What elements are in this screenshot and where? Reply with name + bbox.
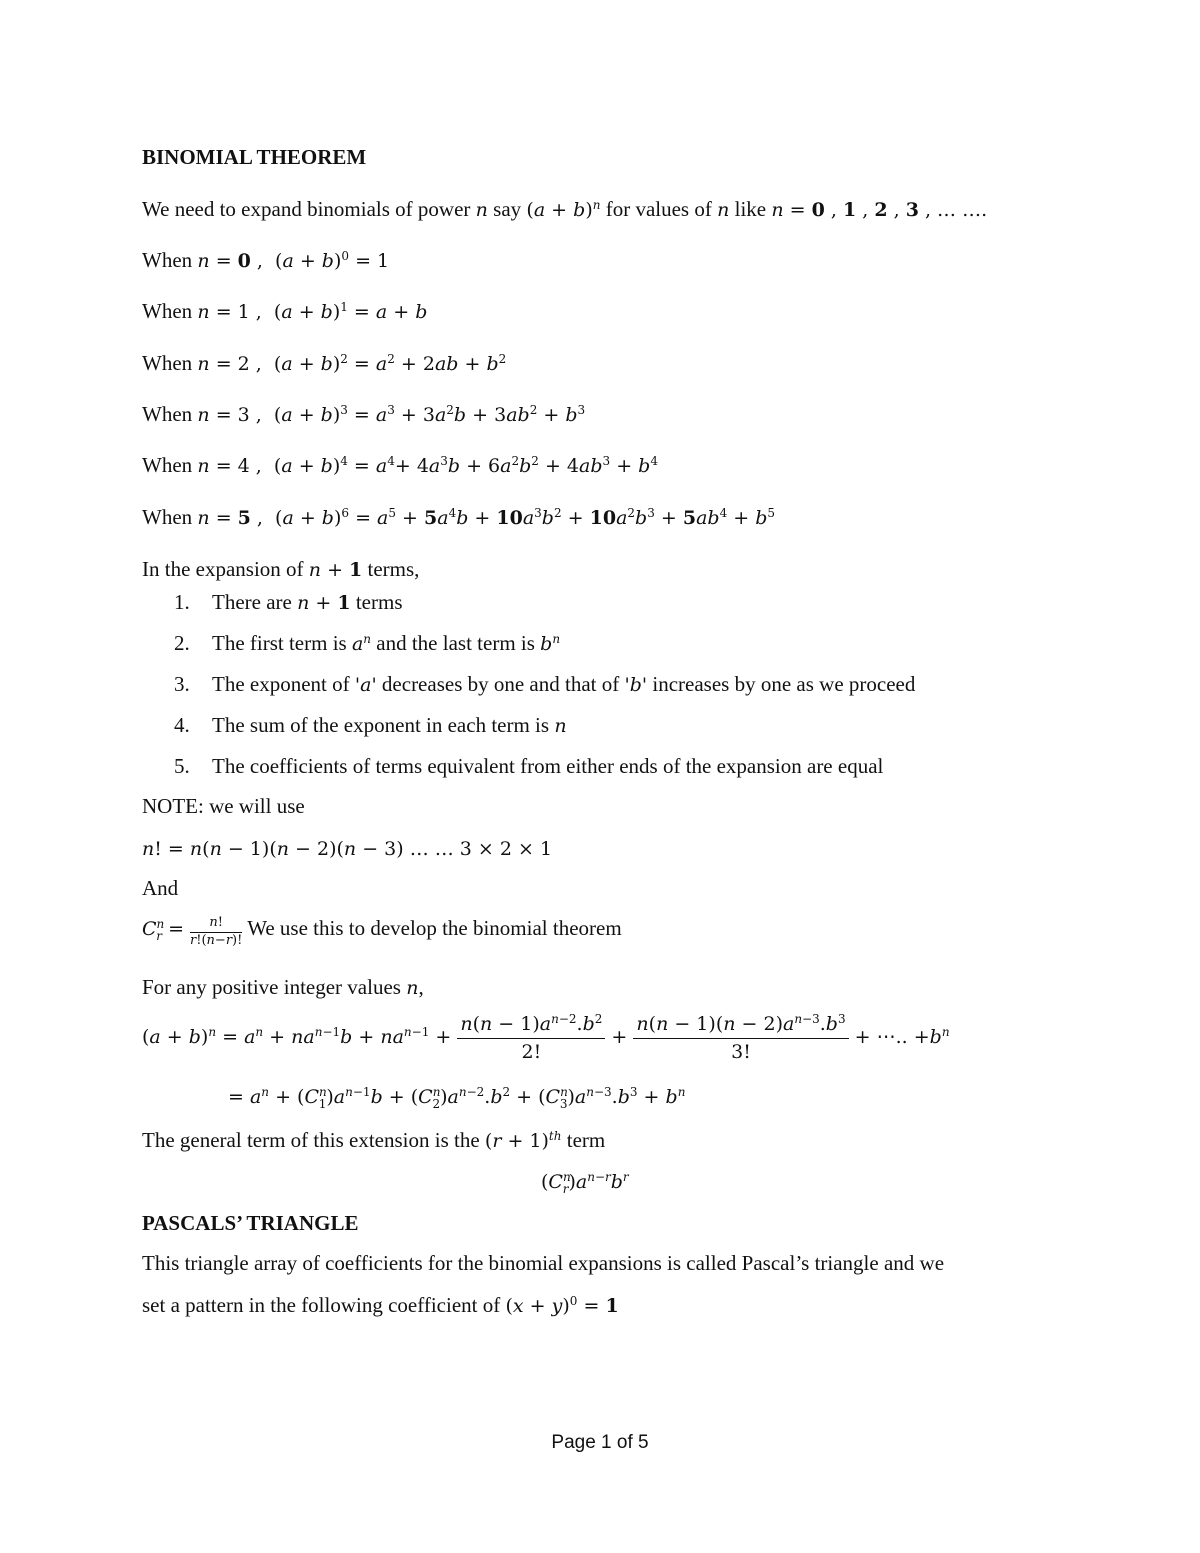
pascal-text-2: set a pattern in the following coefficient of — [142, 1293, 506, 1317]
when-label: When — [142, 351, 193, 375]
list-item-text: The exponent of — [212, 672, 355, 696]
pascal-heading: PASCALS’ TRIANGLE — [142, 1211, 359, 1235]
general-term-formula: $(C^n_r)a^{n-r}b^r$ — [541, 1170, 629, 1196]
intro-text: We need to expand binomials of power — [142, 197, 476, 221]
list-item-text: The coefficients of terms equivalent from either ends of the expansion are equal — [212, 754, 884, 778]
when-label: When — [142, 505, 193, 529]
page-title: BINOMIAL THEOREM — [142, 145, 367, 169]
general-term-text: The general term of this extension is the — [142, 1128, 485, 1152]
binomial-expansion: $(a + b)^n = a^n + na^{n-1}b + na^{n-1}$ + $\frac{n(n - 1)a^{n-2}.b^2}{2!}$ + $\frac{n(n - 1)(n - 2)a^{n-3}.b^3}{3!}$ + ⋯.. $+b^n$ — [142, 1012, 950, 1063]
intro-text: for values of — [600, 197, 718, 221]
second-term-fraction: $\frac{n(n - 1)a^{n-2}.b^2}{2!}$ — [457, 1012, 605, 1064]
intro-text: say — [487, 197, 527, 221]
list-item-text: decreases by one and that of — [376, 672, 625, 696]
case-n5: When n = 5 , $(a + b)^6 = a^5 + 5a^4b + 10a^3b^2 + 10a^2b^3 + 5ab^4 + b^5$ — [142, 505, 776, 529]
case-n2: When n = 2 , $(a + b)^2 = a^2 + 2ab + b^2$ — [142, 351, 507, 375]
when-label: When — [142, 402, 193, 426]
list-item: 4. The sum of the exponent in each term is n — [174, 713, 567, 737]
list-item-text: The first term is — [212, 631, 352, 655]
when-label: When — [142, 248, 193, 272]
and-text: And — [142, 876, 179, 900]
expansion-intro-text: terms, — [362, 557, 420, 581]
combination-fraction: $\frac{n!}{r!(n-r)!}$ — [190, 915, 243, 948]
when-label: When — [142, 299, 193, 323]
factorial-formula: n! = n(n − 1)(n − 2)(n − 3) … … 3 × 2 × 1 — [142, 838, 553, 860]
positive-text: For any positive integer values — [142, 975, 407, 999]
list-item-text: terms — [350, 590, 403, 614]
pascal-text-2-line: set a pattern in the following coefficient of $(x + y)^0 = 1$ — [142, 1293, 619, 1317]
case-n3: When n = 3 , $(a + b)^3 = a^3 + 3a^2b + 3ab^2 + b^3$ — [142, 402, 586, 426]
pascal-text-1: This triangle array of coefficients for the binomial expansions is called Pascal’s triangle and we — [142, 1251, 945, 1275]
list-item: 1. There are n + 1 terms — [174, 590, 403, 614]
list-item-text: and the last term is — [371, 631, 541, 655]
list-item-text: increases by one as we proceed — [647, 672, 916, 696]
page-footer: Page 1 of 5 — [551, 1432, 649, 1453]
combination-line: $C^n_r$ = $\frac{n!}{r!(n-r)!}$ We use this to develop the binomial theorem — [142, 915, 622, 948]
general-term-text: term — [561, 1128, 606, 1152]
expansion-intro-text: In the expansion of — [142, 557, 309, 581]
general-term-line: The general term of this extension is the $(r + 1)^{th}$ term — [142, 1128, 606, 1152]
case-n4: When n = 4 , $(a + b)^4 = a^4+ 4a^3b + 6a^2b^2 + 4ab^3 + b^4$ — [142, 453, 658, 477]
note-text: NOTE: we will use — [142, 794, 305, 818]
expansion-intro: In the expansion of n + 1 terms, — [142, 557, 420, 581]
case-n0: When n = 0 , $(a + b)^0 = 1$ — [142, 248, 390, 272]
combination-text: We use this to develop the binomial theorem — [242, 915, 622, 940]
positive-line: For any positive integer values n, — [142, 975, 424, 999]
list-item-text: There are — [212, 590, 298, 614]
list-item: 5. The coefficients of terms equivalent from either ends of the expansion are equal — [174, 754, 884, 778]
combination-expansion: = $a^n + (C^n_1)a^{n-1}b + (C^n_2)a^{n-2}.b^2 + (C^n_3)a^{n-3}.b^3 + b^n$ — [228, 1085, 686, 1111]
list-item-text: The sum of the exponent in each term is — [212, 713, 555, 737]
list-item: 2. The first term is $a^n$ and the last term is $b^n$ — [174, 631, 561, 655]
intro-text: like — [729, 197, 772, 221]
intro-line: We need to expand binomials of power n say $(a + b)^n$ for values of n like n = 0 , 1 , 2 , 3 , … …. — [142, 197, 988, 221]
when-label: When — [142, 453, 193, 477]
third-term-fraction: $\frac{n(n - 1)(n - 2)a^{n-3}.b^3}{3!}$ — [633, 1012, 848, 1064]
list-item: 3. The exponent of 'a' decreases by one and that of 'b' increases by one as we proceed — [174, 672, 916, 696]
case-n1: When n = 1 , $(a + b)^1 = a + b$ — [142, 299, 428, 323]
